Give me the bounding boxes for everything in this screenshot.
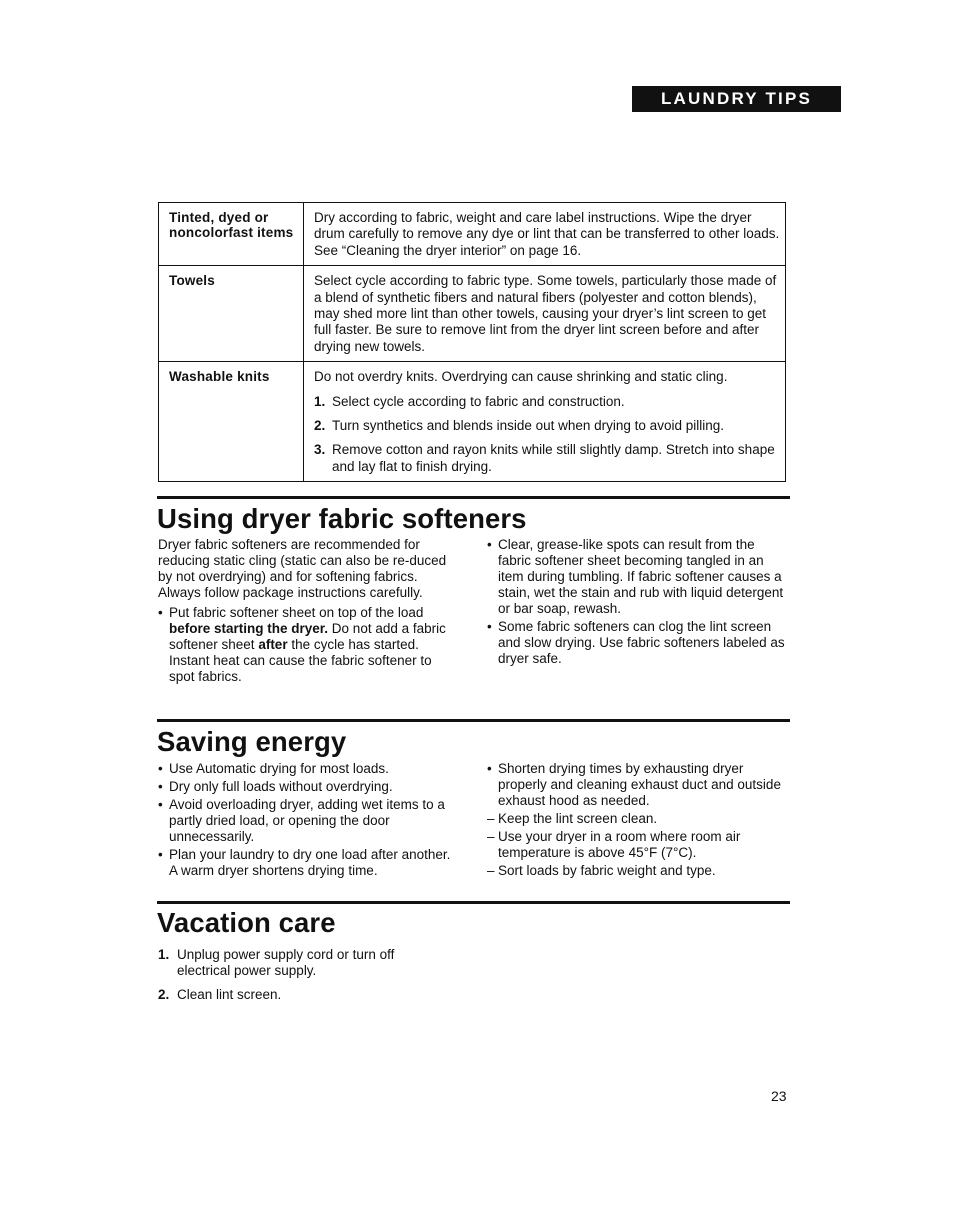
tip-label: Tinted, dyed or noncolorfast items (159, 203, 304, 266)
list-item: – Use your dryer in a room where room air temperature is above 45°F (7°C). (487, 829, 787, 861)
tip-description (304, 362, 786, 482)
laundry-tips-table (158, 202, 786, 482)
vacation-heading: Vacation care (157, 907, 336, 938)
tip-text: Select cycle according to fabric type. Some towels, particularly those made of a blend of synthetic fibers and natural fibers (polyester and cotton blends), may shed more lint than other towels, causing your dryer’s lint screen to get full faster. Be sure to remove lint from the dryer lint screen before and after drying new towels. (314, 273, 777, 354)
list-item: 2. Turn synthetics and blends inside out when drying to avoid pilling. (314, 418, 724, 434)
softeners-left-list (158, 605, 448, 685)
list-item: • Shorten drying times by exhausting dryer properly and cleaning exhaust duct and outside exhaust hood as needed. (487, 761, 787, 809)
tip-label: Washable knits (159, 362, 304, 482)
list-item: • Put fabric softener sheet on top of the load before starting the dryer. Do not add a fabric softener sheet after the cycle has started. Instant heat can cause the fabric softener to spot fabrics. (158, 605, 448, 685)
tip-text: Dry according to fabric, weight and care label instructions. Wipe the dryer drum carefully to remove any dye or lint that can be transferred to other loads. See “Cleaning the dryer interior” on page 16. (314, 210, 780, 258)
energy-heading: Saving energy (157, 726, 347, 757)
list-item: • Plan your laundry to dry one load after another. A warm dryer shortens drying time. (158, 847, 458, 879)
vacation-column (158, 947, 448, 1011)
section-divider (157, 496, 790, 499)
softeners-right-column (487, 537, 787, 669)
softeners-right-list (487, 537, 787, 667)
softeners-intro: Dryer fabric softeners are recommended for reducing static cling (static can also be re-duced by not overdrying) and for softening fabrics. Always follow package instructions carefully. (158, 537, 447, 600)
tip-description (304, 266, 786, 362)
section-header-tab: LAUNDRY TIPS (632, 86, 841, 112)
section-divider (157, 901, 790, 904)
list-item: • Use Automatic drying for most loads. (158, 761, 458, 777)
table-row (159, 203, 786, 266)
list-item: • Some fabric softeners can clog the lint screen and slow drying. Use fabric softeners labeled as dryer safe. (487, 619, 787, 667)
softeners-left-column (158, 537, 448, 687)
tip-text: Do not overdry knits. Overdrying can cause shrinking and static cling. (314, 369, 728, 385)
knit-steps-list (314, 394, 781, 476)
list-item: – Sort loads by fabric weight and type. (487, 863, 787, 879)
softeners-heading: Using dryer fabric softeners (157, 503, 527, 534)
list-item: • Dry only full loads without overdrying. (158, 779, 458, 795)
vacation-steps-list (158, 947, 448, 1003)
list-item: 3. Remove cotton and rayon knits while still slightly damp. Stretch into shape and lay flat to finish drying. (314, 442, 775, 474)
page-number: 23 (771, 1088, 787, 1104)
table-row (159, 266, 786, 362)
tip-label: Towels (159, 266, 304, 362)
list-item: 1. Select cycle according to fabric and construction. (314, 393, 625, 409)
table-row (159, 362, 786, 482)
list-item: • Avoid overloading dryer, adding wet items to a partly dried load, or opening the door unnecessarily. (158, 797, 458, 845)
energy-right-column (487, 761, 787, 881)
list-item: • Clear, grease-like spots can result from the fabric softener sheet becoming tangled in an item during tumbling. If fabric softener causes a stain, wet the stain and rub with liquid detergent or bar soap, rewash. (487, 537, 787, 617)
list-item: 1. Unplug power supply cord or turn off electrical power supply. (158, 947, 395, 978)
energy-right-list (487, 761, 787, 809)
section-divider (157, 719, 790, 722)
energy-left-column (158, 761, 458, 881)
list-item: – Keep the lint screen clean. (487, 811, 787, 827)
tip-description (304, 203, 786, 266)
energy-left-list (158, 761, 458, 879)
list-item: 2. Clean lint screen. (158, 987, 282, 1002)
energy-dash-list (487, 811, 787, 879)
